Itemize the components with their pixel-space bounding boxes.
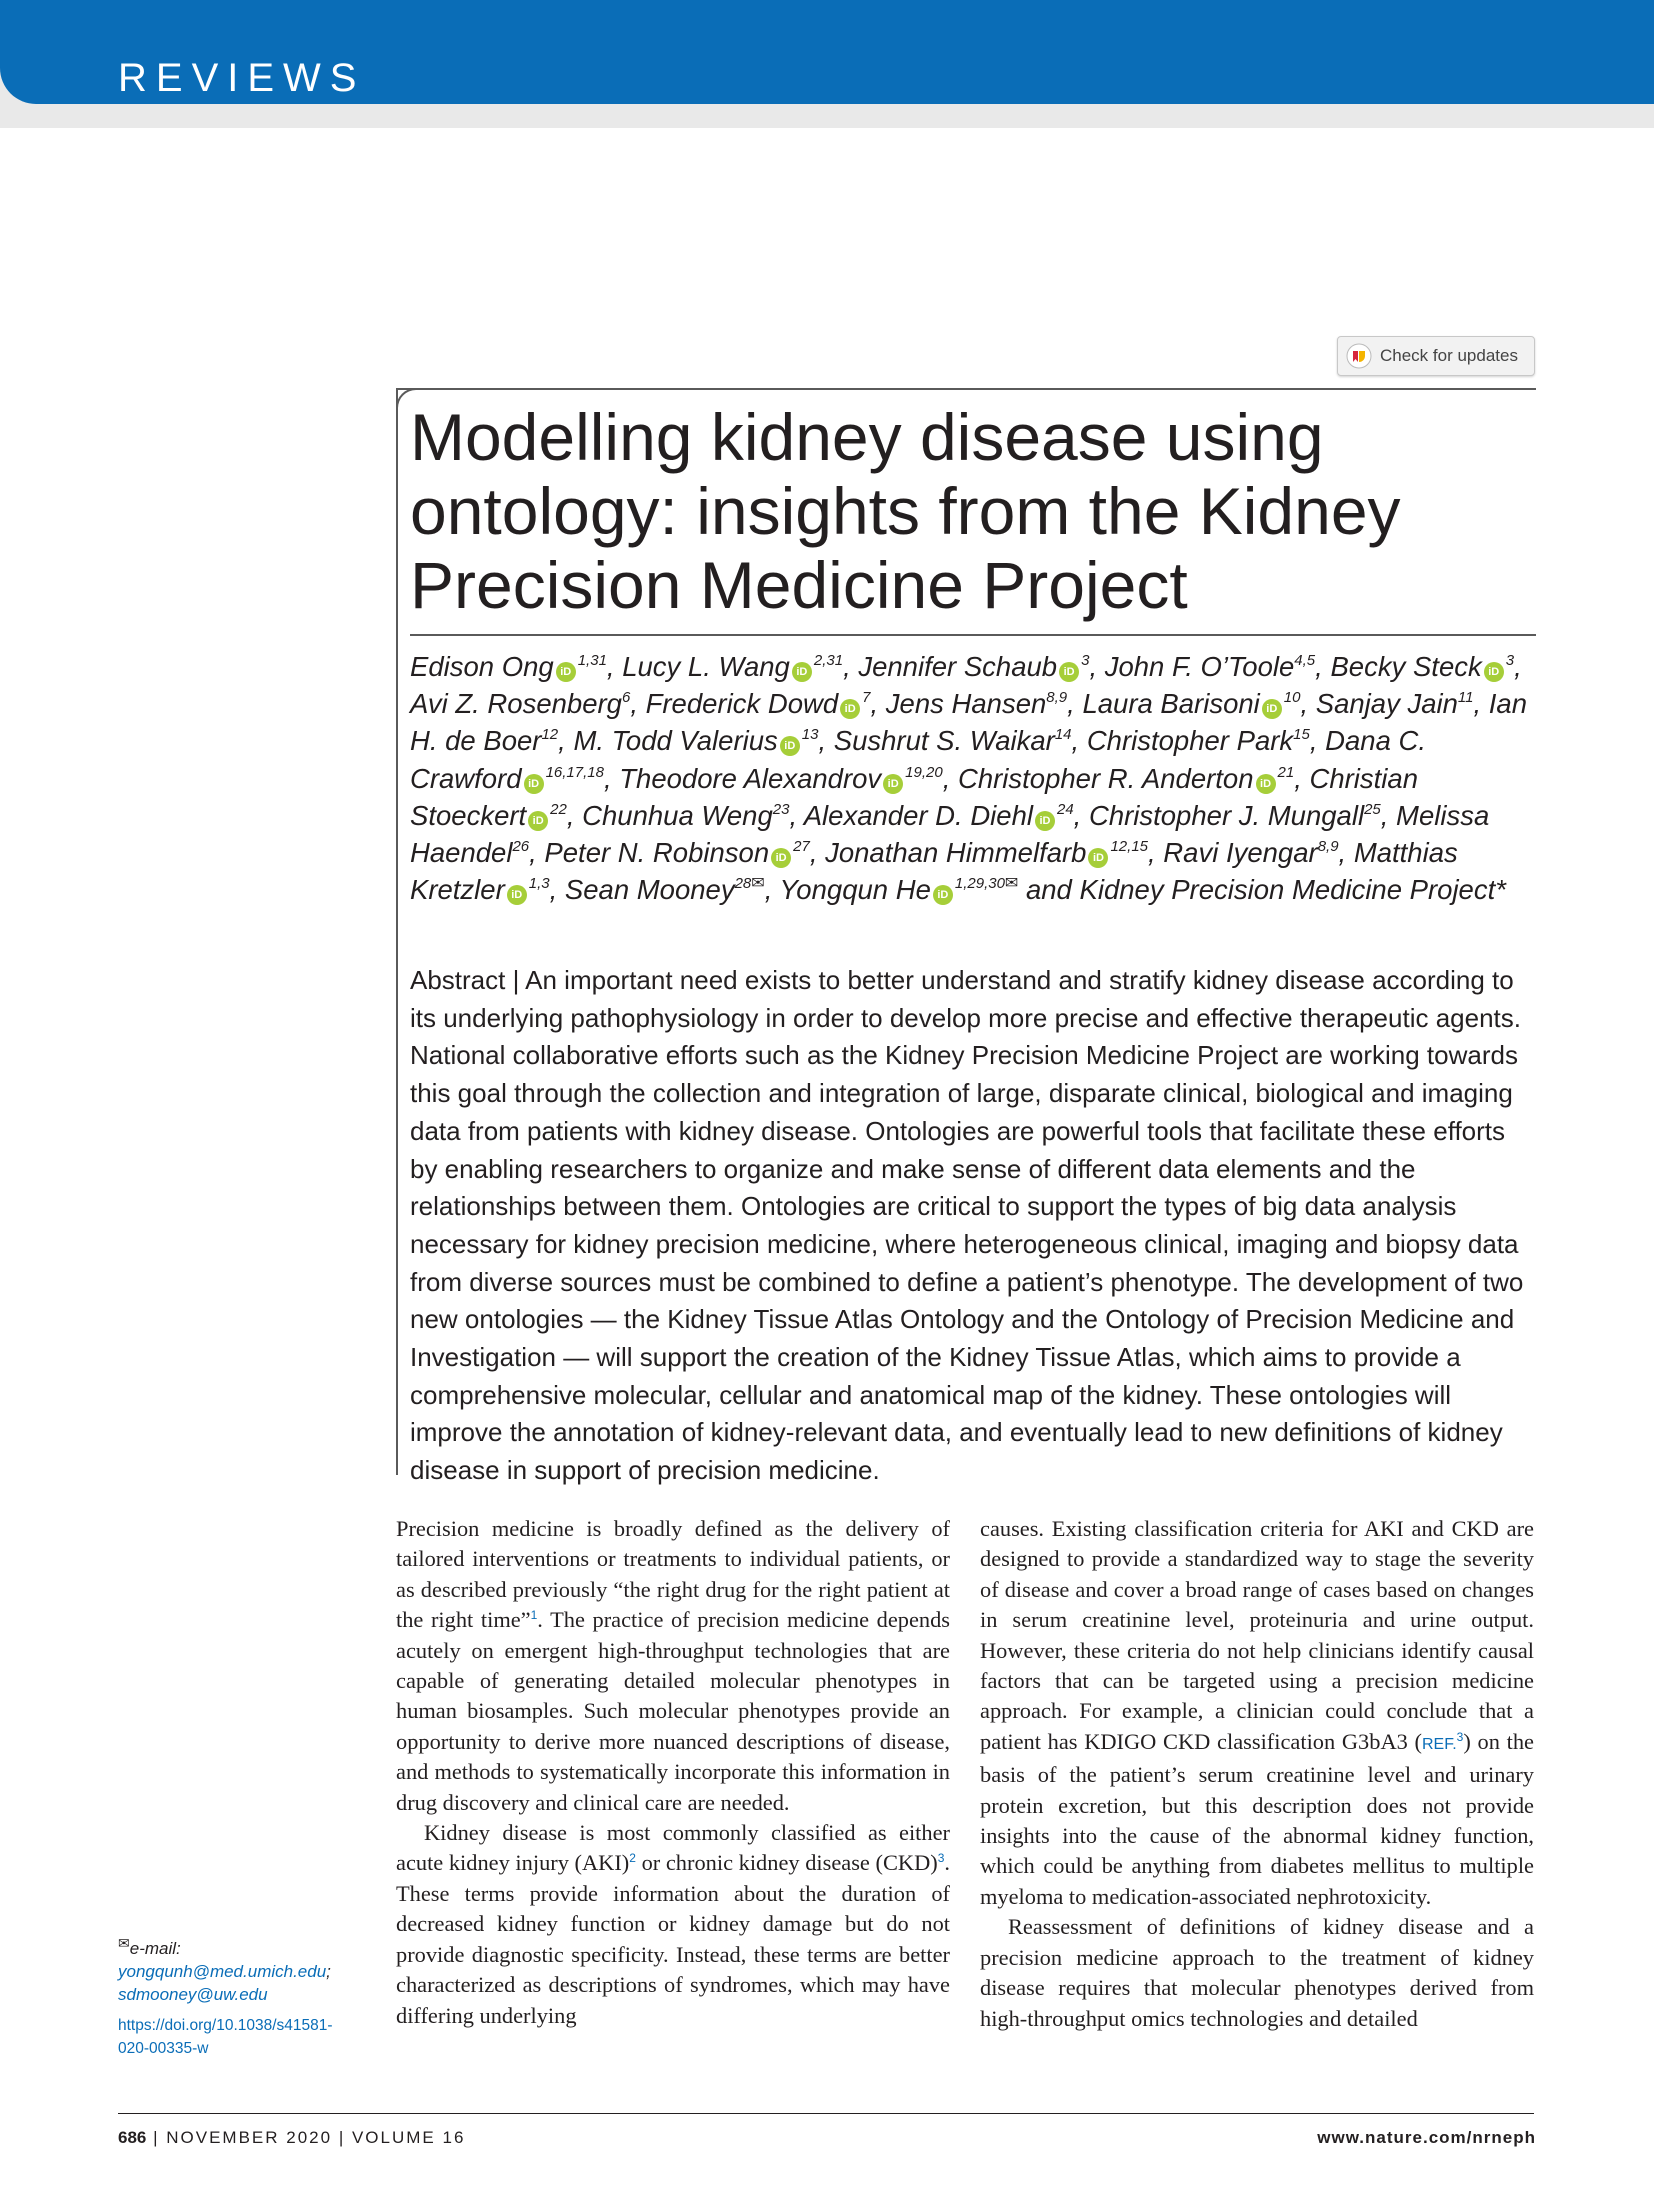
crossmark-icon xyxy=(1346,343,1372,369)
abstract-divider: | xyxy=(505,965,526,995)
reference-label: REF. xyxy=(1422,1735,1457,1753)
orcid-icon[interactable]: iD xyxy=(507,885,527,905)
author-name: Theodore Alexandrov xyxy=(619,762,882,794)
author-name: Ravi Iyengar xyxy=(1163,837,1318,869)
author-affiliation: 19,20 xyxy=(905,763,943,781)
author-affiliation: 1,3 xyxy=(528,875,550,893)
orcid-icon[interactable]: iD xyxy=(1088,848,1108,868)
author-name: Jennifer Schaub xyxy=(858,651,1058,682)
author-name: Matthias Kretzler xyxy=(410,837,1458,906)
author-affiliation: 27 xyxy=(793,838,810,856)
reference-link[interactable]: 2 xyxy=(629,1851,636,1866)
author-name: Sanjay Jain xyxy=(1315,688,1458,720)
orcid-icon[interactable]: iD xyxy=(883,774,903,794)
abstract xyxy=(410,962,1538,1490)
author-affiliation: 22 xyxy=(550,800,567,818)
author-affiliation: 6 xyxy=(621,689,631,707)
orcid-icon[interactable]: iD xyxy=(556,662,576,682)
body-paragraph: Reassessment of definitions of kidney disease and a precision medicine approach to the treatment of kidney disease requires that molecular phenotypes derived from high-throughput omics technologies and detailed xyxy=(980,1914,1534,2031)
body-paragraph-continued: causes. Existing classification criteria for AKI and CKD are designed to provide a standardized way to stage the severity of disease and cover a broad range of cases based on changes in serum creatinine level, proteinuria and urine output. However, these criteria do not help clinicians identify causal factors that can be targeted using a precision medicine approach. For example, a clinician could conclude that a patient has KDIGO CKD classification G3bA3 (REF.$^3$) on the basis of the patient’s serum creatinine level and urinary protein excretion, but this description does not provide insights into the cause of the abnormal kidney function, which could be anything from diabetes mellitus to multiple myeloma to medication-associated nephrotoxicity. xyxy=(980,1516,1534,1909)
orcid-icon[interactable]: iD xyxy=(792,662,812,682)
orcid-icon[interactable]: iD xyxy=(1059,662,1079,682)
author-name: Sean Mooney xyxy=(564,874,735,906)
author-affiliation: 11 xyxy=(1457,689,1474,707)
doi-link[interactable]: https://doi.org/10.1038/s41581-020-00335-w xyxy=(118,2017,333,2057)
check-for-updates-button[interactable] xyxy=(1337,336,1535,376)
author-affiliation: 12,15 xyxy=(1110,838,1149,856)
author-affiliation: 4,5 xyxy=(1294,652,1316,669)
journal-url[interactable]: www.nature.com/nrneph xyxy=(1317,2128,1536,2147)
orcid-icon[interactable]: iD xyxy=(933,885,953,905)
author-affiliation: 13 xyxy=(801,726,819,744)
author-name: Alexander D. Diehl xyxy=(803,799,1033,831)
author-affiliation: 23 xyxy=(772,800,790,818)
author-affiliation: 21 xyxy=(1277,763,1295,781)
author-name: Dana C. Crawford xyxy=(410,725,1427,794)
body-paragraph: Kidney disease is most commonly classified as either acute kidney injury (AKI)$^2$ or chronic kidney disease (CKD)$^3$. These terms provide information about the duration of decreased kidney function or kidney damage but do not provide diagnostic specificity. Instead, these terms are better characterized as descriptions of syndromes, which may have differing underlying xyxy=(396,1820,950,2028)
body-paragraph: Precision medicine is broadly defined as the delivery of tailored interventions or treatments to individual patients, or as described previously “the right drug for the right patient at the right time”$^1$. The practice of precision medicine depends acutely on emergent high-throughput technologies that are capable of generating detailed molecular phenotypes in human biosamples. Such molecular phenotypes provide an opportunity to derive more nuanced descriptions of disease, and methods to systematically incorporate this information in drug discovery and clinical care are needed. xyxy=(396,1516,950,1815)
footer-issue-info: 686 | NOVEMBER 2020 | VOLUME 16 xyxy=(118,2128,466,2147)
email-link[interactable]: yongqunh@med.umich.edu xyxy=(118,1962,327,1981)
author-affiliation: 8,9 xyxy=(1317,838,1339,856)
orcid-icon[interactable]: iD xyxy=(1262,699,1282,719)
author-name: Melissa Haendel xyxy=(410,799,1490,869)
author-name: Christopher J. Mungall xyxy=(1088,799,1365,831)
envelope-icon[interactable]: ✉ xyxy=(1004,875,1019,893)
author-affiliation: 26 xyxy=(512,838,530,856)
author-name: M. Todd Valerius xyxy=(573,725,778,757)
author-affiliation: 15 xyxy=(1293,726,1310,744)
author-affiliation: 1,29,30 xyxy=(954,875,1005,893)
author-list: Edison Ong iD$^{1,31}$, Lucy L. Wang iD$^{2,31}$, Jennifer Schaub $iD^3$, John F. O’Toole$^{4,5}$, Becky Steck $iD^3$, Avi Z. Rosenberg$^6$, Frederick Dowd $iD^7$, Jens Hansen$^{8,9}$, Laura Barisoni $iD^{10}$, Sanjay Jain$^{11}$, Ian H. de Boer$^{12}$, M. Todd Valerius $iD^{13}$, Sushrut S. Waikar$^{14}$, Christopher Park$^{15}$, Dana C. Crawford iD$^{16,17,18}$, Theodore Alexandrov iD$^{19,20}$, Christopher R. Anderton $iD^{21}$, Christian Stoeckert $iD^{22}$, Chunhua Weng$^{23}$, Alexander D. Diehl $iD^{24}$, Christopher J. Mungall$^{25}$, Melissa Haendel$^{26}$, Peter N. Robinson $iD^{27}$, Jonathan Himmelfarb iD$^{12,15}$, Ravi Iyengar$^{8,9}$, Matthias Kretzler iD$^{1,3}$, Sean Mooney$^{28✉}$, Yongqun He $iD^{1,29,30✉}$ and Kidney Precision Medicine Project* xyxy=(410,651,1528,906)
orcid-icon[interactable]: iD xyxy=(1035,811,1055,831)
author-affiliation: 12 xyxy=(541,726,559,744)
correspondence-note: ✉e-mail: yongqunh@med.umich.edu; sdmooney@uw.edu https://doi.org/10.1038/s41581-020-00335-w xyxy=(118,1932,358,2060)
author-affiliation: 7 xyxy=(862,689,871,707)
title-frame-left xyxy=(396,390,398,1475)
orcid-icon[interactable]: iD xyxy=(840,699,860,719)
page-number: 686 xyxy=(118,2128,147,2147)
author-name: John F. O’Toole xyxy=(1104,651,1295,682)
check-for-updates-label: Check for updates xyxy=(1380,346,1518,365)
footer-divider xyxy=(118,2113,1534,2114)
author-name: Christopher Park xyxy=(1086,725,1294,757)
title-divider xyxy=(410,634,1536,636)
author-affiliation: 24 xyxy=(1056,800,1074,818)
author-name: Laura Barisoni xyxy=(1082,688,1260,720)
author-name: Christian Stoeckert xyxy=(410,762,1418,831)
author-affiliation: 8,9 xyxy=(1046,689,1068,707)
orcid-icon[interactable]: iD xyxy=(528,811,548,831)
orcid-icon[interactable]: iD xyxy=(780,736,800,756)
body-column-right xyxy=(980,1514,1534,2034)
author-name: Ian H. de Boer xyxy=(410,688,1528,757)
body-column-left xyxy=(396,1514,950,2031)
author-affiliation: 3 xyxy=(1081,652,1090,669)
author-affiliation: 3 xyxy=(1505,652,1515,669)
author-name: Jonathan Himmelfarb xyxy=(825,837,1087,869)
author-affiliation: 28 xyxy=(734,875,752,893)
author-affiliation: 16,17,18 xyxy=(545,763,604,781)
author-name: Becky Steck xyxy=(1330,651,1482,682)
orcid-icon[interactable]: iD xyxy=(1484,662,1504,682)
author-affiliation: 25 xyxy=(1364,800,1381,818)
author-name: Chunhua Weng xyxy=(582,799,773,831)
author-name: Yongqun He xyxy=(779,874,931,906)
section-label: REVIEWS xyxy=(118,56,366,100)
title-frame-top xyxy=(396,388,1536,390)
author-name: Lucy L. Wang xyxy=(622,651,790,682)
reference-link[interactable]: 3 xyxy=(1456,1729,1464,1744)
envelope-icon: ✉ xyxy=(118,1935,130,1951)
orcid-icon[interactable]: iD xyxy=(771,848,791,868)
author-affiliation: 14 xyxy=(1054,726,1072,744)
article-title: Modelling kidney disease using ontology: insights from the Kidney Precision Medicine Project xyxy=(410,400,1401,622)
author-name: Peter N. Robinson xyxy=(544,837,770,869)
email-link[interactable]: sdmooney@uw.edu xyxy=(118,1985,268,2004)
author-name: Christopher R. Anderton xyxy=(957,762,1254,794)
author-name: and Kidney Precision Medicine Project* xyxy=(1025,874,1506,906)
reference-link[interactable]: 1 xyxy=(530,1608,538,1623)
author-affiliation: 1,31 xyxy=(577,652,607,669)
orcid-icon[interactable]: iD xyxy=(1256,774,1276,794)
author-name: Avi Z. Rosenberg xyxy=(410,688,622,720)
author-name: Edison Ong xyxy=(410,651,554,682)
author-affiliation: 10 xyxy=(1283,689,1301,707)
reference-link[interactable]: 3 xyxy=(937,1851,945,1866)
orcid-icon[interactable]: iD xyxy=(524,774,544,794)
envelope-icon[interactable]: ✉ xyxy=(751,875,765,893)
author-affiliation: 2,31 xyxy=(813,652,844,669)
author-name: Sushrut S. Waikar xyxy=(833,725,1055,757)
abstract-label: Abstract xyxy=(410,965,506,995)
author-name: Frederick Dowd xyxy=(645,688,839,720)
abstract-text: An important need exists to better understand and stratify kidney disease according to its underlying pathophysiology in order to develop more precise and effective therapeutic agents. National collaborative efforts such as the Kidney Precision Medicine Project are working towards this goal through the collection and integration of large, disparate clinical, biological and imaging data from patients with kidney disease. Ontologies are powerful tools that facilitate these efforts by enabling researchers to organize and make sense of different data elements and the relationships between them. Ontologies are critical to support the types of big data analysis necessary for kidney precision medicine, where heterogeneous clinical, imaging and biopsy data from diverse sources must be combined to define a patient’s phenotype. The development of two new ontologies — the Kidney Tissue Atlas Ontology and the Ontology of Precision Medicine and Investigation — will support the creation of the Kidney Tissue Atlas, which aims to provide a comprehensive molecular, cellular and anatomical map of the kidney. These ontologies will improve the annotation of kidney-relevant data, and eventually lead to new definitions of kidney disease in support of precision medicine. xyxy=(410,965,1524,1486)
author-name: Jens Hansen xyxy=(885,688,1047,720)
